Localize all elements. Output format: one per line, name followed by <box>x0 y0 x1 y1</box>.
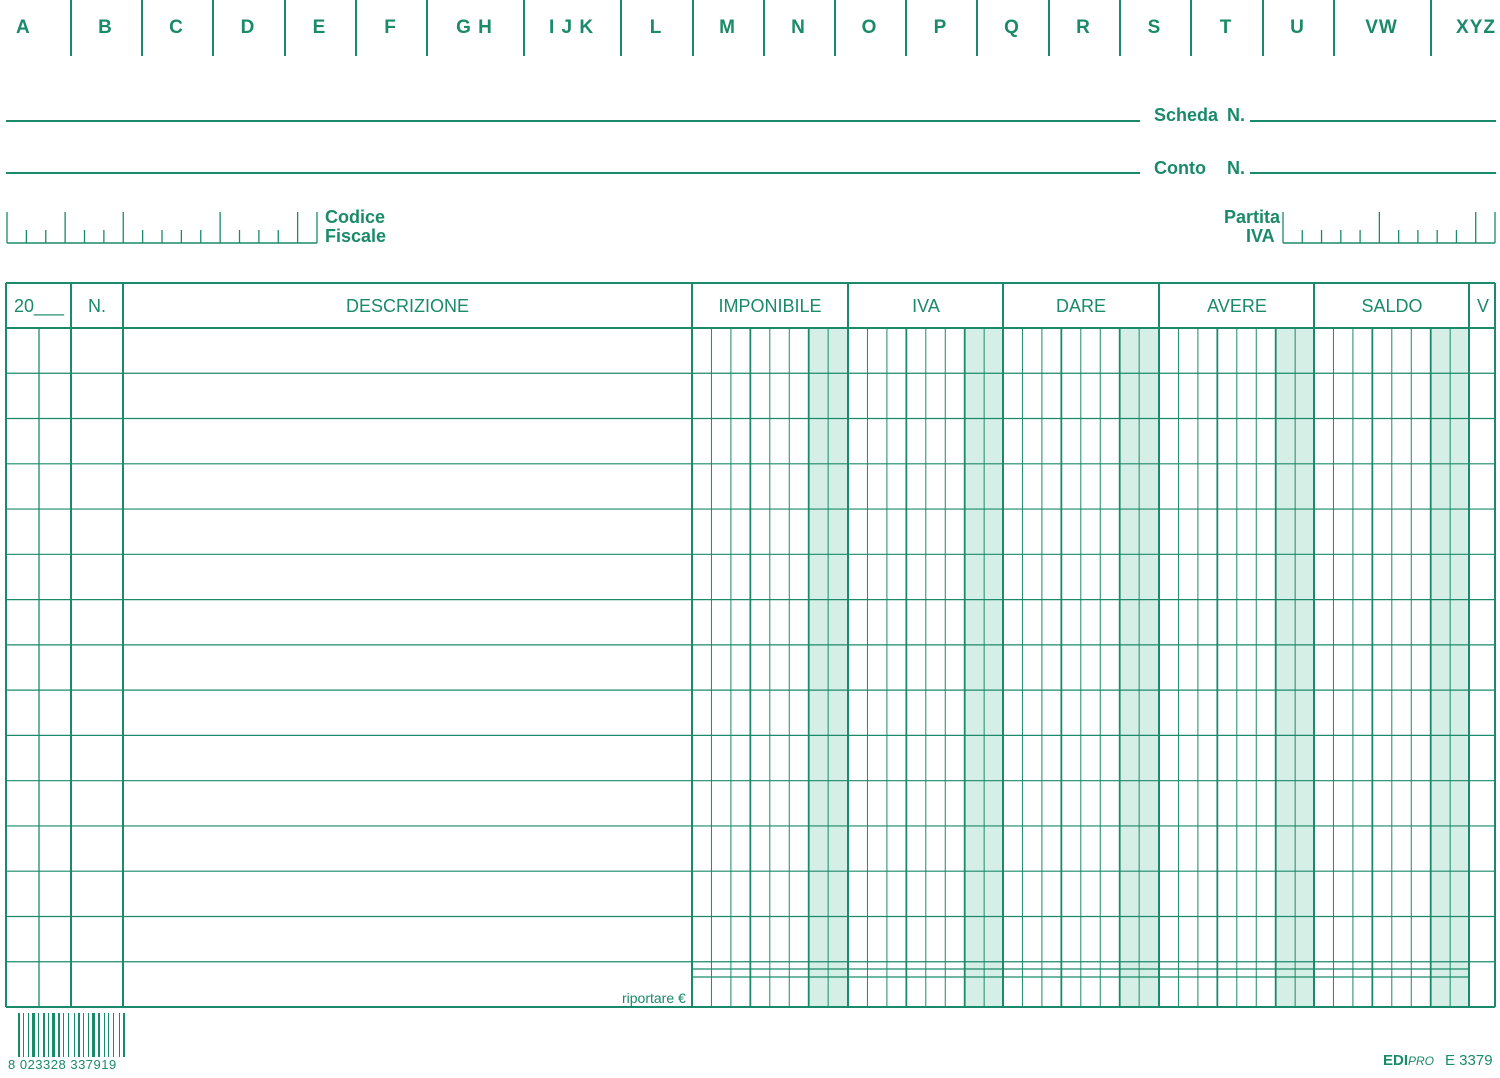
barcode-bar <box>52 1013 55 1057</box>
col-year-header: 20___ <box>13 295 65 316</box>
barcode-bar <box>68 1013 69 1057</box>
barcode-bar <box>43 1013 45 1057</box>
barcode-bar <box>123 1013 125 1057</box>
index-tab-f: F <box>384 17 397 38</box>
index-tab-d: D <box>240 17 256 38</box>
barcode-bar <box>119 1013 120 1057</box>
brand-edi: EDI <box>1383 1052 1409 1069</box>
col-dare-header: DARE <box>1055 295 1106 316</box>
barcode-bar <box>78 1013 80 1057</box>
col-description-header: DESCRIZIONE <box>345 295 469 316</box>
col-imponibile-header: IMPONIBILE <box>718 295 822 316</box>
product-code: E 3379 <box>1445 1052 1493 1069</box>
index-tab-gh: G H <box>456 17 493 38</box>
partita-iva-label-2: IVA <box>1246 226 1275 246</box>
index-tab-t: T <box>1219 17 1233 38</box>
barcode <box>18 1013 128 1057</box>
brand-logo <box>1383 1052 1434 1069</box>
index-tab-vw: VW <box>1365 17 1398 38</box>
index-tab-n: N <box>791 17 806 38</box>
col-check-header: V <box>1476 295 1489 316</box>
barcode-bar <box>23 1013 24 1057</box>
col-saldo-header: SALDO <box>1361 295 1423 316</box>
brand-pro: PRO <box>1408 1054 1435 1068</box>
riportare-label: riportare € <box>622 990 686 1006</box>
col-number-header: N. <box>88 295 106 316</box>
barcode-bar <box>28 1013 29 1057</box>
index-tab-ijk: I J K <box>548 17 595 38</box>
barcode-bar <box>113 1013 114 1057</box>
index-tab-m: M <box>719 17 736 38</box>
barcode-bar <box>88 1013 89 1057</box>
index-tab-q: Q <box>1004 17 1020 38</box>
conto-label: Conto <box>1154 158 1206 178</box>
barcode-bar <box>32 1013 35 1057</box>
barcode-bar <box>108 1013 109 1057</box>
barcode-bar <box>63 1013 64 1057</box>
barcode-bar <box>18 1013 20 1057</box>
codice-fiscale-label-1: Codice <box>325 207 386 227</box>
barcode-bar <box>58 1013 60 1057</box>
conto-n-label: N. <box>1227 158 1245 178</box>
barcode-bar <box>48 1013 49 1057</box>
barcode-number: 8 023328 337919 <box>8 1057 117 1072</box>
codice-fiscale-label-2: Fiscale <box>325 226 387 246</box>
index-tab-r: R <box>1076 17 1091 38</box>
index-tab-o: O <box>861 17 878 38</box>
col-iva-header: IVA <box>912 295 940 316</box>
index-tab-s: S <box>1147 17 1162 38</box>
barcode-bar <box>83 1013 84 1057</box>
barcode-bars <box>18 1013 128 1057</box>
index-tab-b: B <box>98 17 113 38</box>
col-avere-header: AVERE <box>1207 295 1267 316</box>
index-tab-xyz: XYZ <box>1456 17 1496 38</box>
barcode-bar <box>98 1013 100 1057</box>
index-tab-c: C <box>169 17 184 38</box>
index-tab-l: L <box>649 17 663 38</box>
scheda-n-label: N. <box>1227 105 1245 125</box>
barcode-bar <box>92 1013 95 1057</box>
barcode-bar <box>74 1013 75 1057</box>
partita-iva-label-1: Partita <box>1224 207 1281 227</box>
scheda-label: Scheda <box>1154 105 1219 125</box>
index-tab-p: P <box>933 17 948 38</box>
barcode-bar <box>38 1013 39 1057</box>
index-tab-e: E <box>312 17 327 38</box>
index-tab-a: A <box>16 17 31 38</box>
barcode-bar <box>104 1013 105 1057</box>
index-tab-u: U <box>1290 17 1305 38</box>
